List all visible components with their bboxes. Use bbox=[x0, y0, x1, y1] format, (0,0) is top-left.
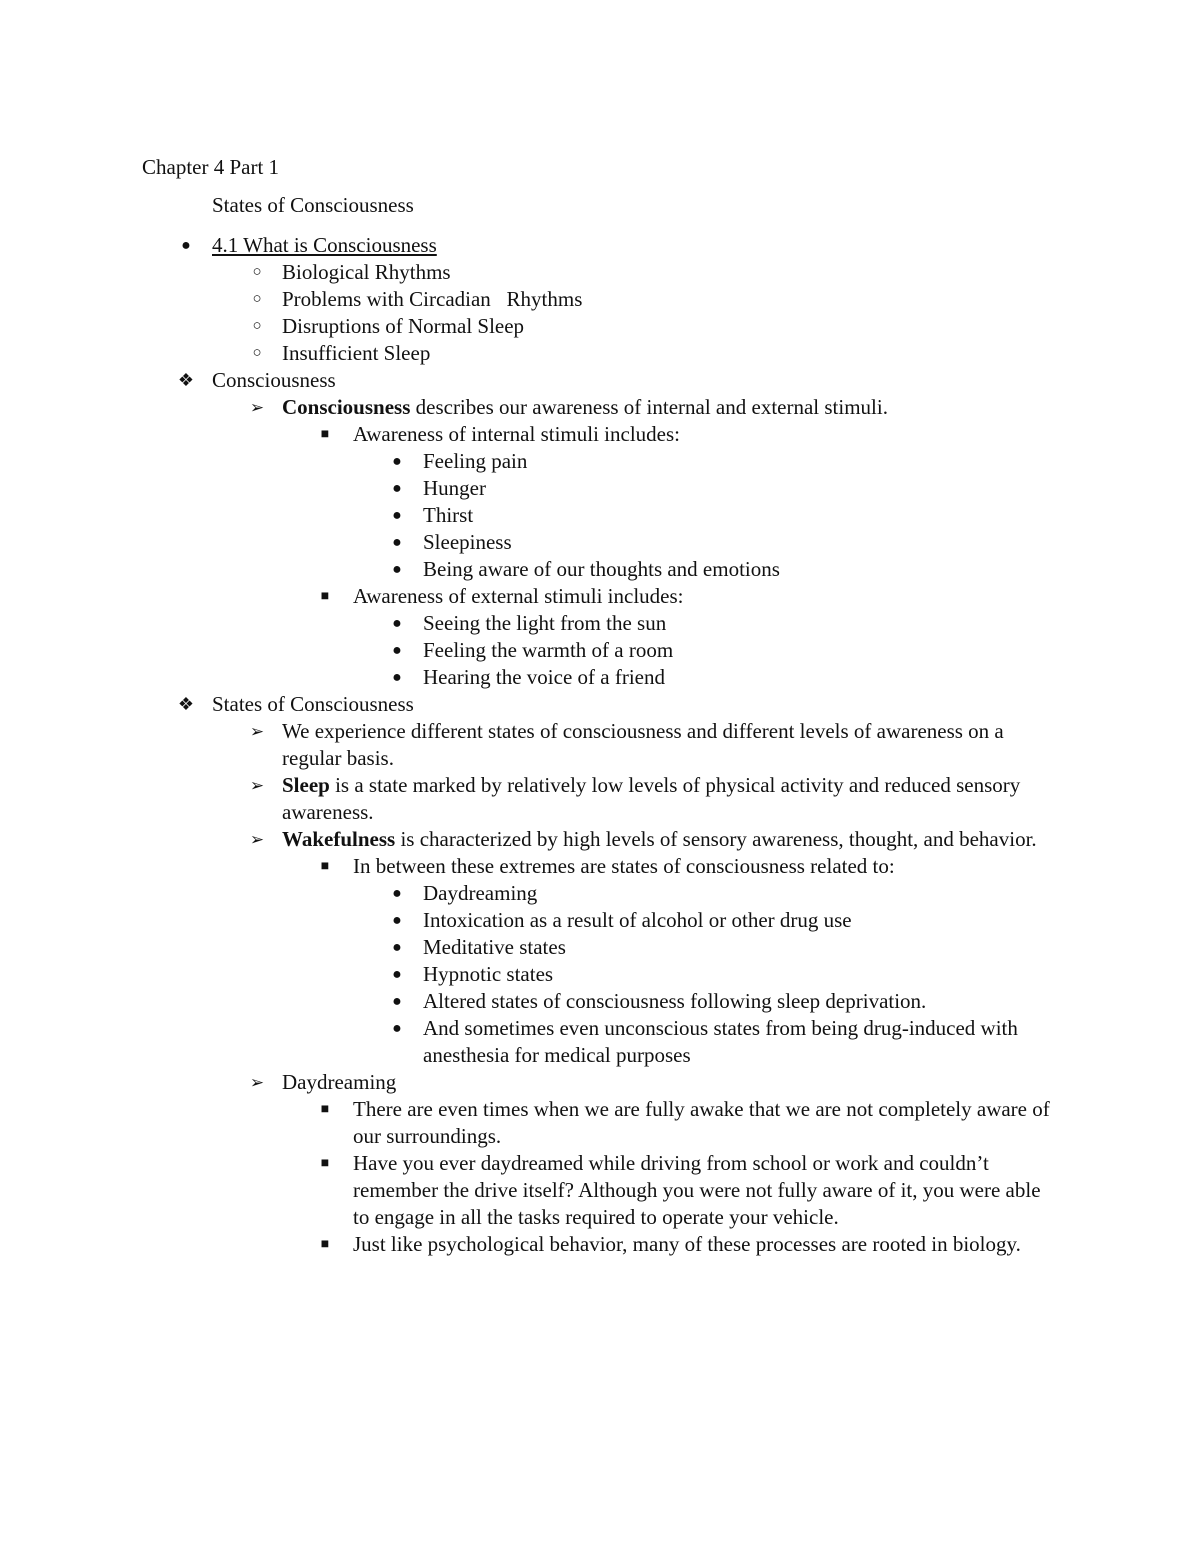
definition-item bbox=[0, 394, 1052, 421]
list-item-text: Biological Rhythms bbox=[282, 260, 451, 284]
square-bullet-icon: ■ bbox=[320, 589, 330, 604]
arrow-bullet-icon: ➢ bbox=[249, 830, 265, 849]
disc-bullet-icon: ● bbox=[392, 534, 402, 551]
list-item bbox=[0, 880, 1053, 907]
list-item bbox=[0, 637, 1053, 664]
diamond-bullet-icon: ❖ bbox=[177, 694, 195, 714]
list-item-text: Altered states of consciousness following sleep deprivation. bbox=[423, 989, 927, 1013]
page-subtitle: States of Consciousness bbox=[212, 193, 414, 217]
list-item bbox=[0, 718, 1052, 772]
list-item bbox=[0, 529, 1053, 556]
disc-bullet-icon: ● bbox=[392, 912, 402, 929]
list-item bbox=[0, 961, 1053, 988]
list-item-text: Hearing the voice of a friend bbox=[423, 665, 665, 689]
list-item-text: Meditative states bbox=[423, 935, 566, 959]
outline-item-section-4-1 bbox=[0, 232, 1200, 259]
list-item-text: There are even times when we are fully awake that we are not completely aware of our surroundings. bbox=[353, 1097, 1050, 1148]
list-item-text: Being aware of our thoughts and emotions bbox=[423, 557, 780, 581]
list-item-text: Intoxication as a result of alcohol or other drug use bbox=[423, 908, 852, 932]
notes-outline bbox=[0, 232, 1200, 1258]
disc-bullet-icon: ● bbox=[392, 507, 402, 524]
list-item-text: Seeing the light from the sun bbox=[423, 611, 667, 635]
list-item-text: Thirst bbox=[423, 503, 474, 527]
list-item-text: Disruptions of Normal Sleep bbox=[282, 314, 525, 338]
list-item bbox=[0, 340, 1052, 367]
list-item bbox=[0, 286, 1052, 313]
list-item bbox=[0, 988, 1053, 1015]
list-item-text: And sometimes even unconscious states from being drug-induced with anesthesia for medical purposes bbox=[423, 1016, 1018, 1067]
circle-bullet-icon: ○ bbox=[252, 345, 262, 361]
definition-body: is characterized by high levels of sensory awareness, thought, and behavior. bbox=[395, 827, 1037, 851]
disc-bullet-icon: ● bbox=[392, 966, 402, 983]
page-title: Chapter 4 Part 1 bbox=[142, 155, 280, 179]
disc-bullet-icon: ● bbox=[392, 561, 402, 578]
list-item-text: Have you ever daydreamed while driving from school or work and couldn’t remember the drive itself? Although you were not fully aware of it, you were able to engage in all the tasks required to operate your vehicle. bbox=[353, 1151, 1041, 1229]
list-item-text: Problems with Circadian Rhythms bbox=[282, 287, 583, 311]
arrow-bullet-icon: ➢ bbox=[249, 398, 265, 417]
circle-bullet-icon: ○ bbox=[252, 318, 262, 334]
definition-text bbox=[282, 772, 1052, 826]
list-item-text: Hypnotic states bbox=[423, 962, 554, 986]
list-item bbox=[0, 1231, 1053, 1258]
list-item bbox=[0, 556, 1053, 583]
list-item-text: Awareness of external stimuli includes: bbox=[353, 584, 684, 608]
definition-term: Consciousness bbox=[282, 395, 411, 419]
definition-item bbox=[0, 772, 1052, 826]
disc-bullet-icon: ● bbox=[392, 885, 402, 902]
list-item-text: Awareness of internal stimuli includes: bbox=[353, 422, 680, 446]
list-item bbox=[0, 610, 1053, 637]
list-item bbox=[0, 853, 1053, 880]
list-item bbox=[0, 664, 1053, 691]
list-item bbox=[0, 934, 1053, 961]
list-item-text: We experience different states of consciousness and different levels of awareness on a regular basis. bbox=[282, 719, 1004, 770]
list-item-text: Sleepiness bbox=[423, 530, 512, 554]
list-item-text: Daydreaming bbox=[282, 1070, 397, 1094]
list-item bbox=[0, 475, 1053, 502]
disc-bullet-icon: ● bbox=[392, 615, 402, 632]
disc-bullet-icon: ● bbox=[181, 237, 191, 254]
disc-bullet-icon: ● bbox=[392, 669, 402, 686]
list-item-text: Feeling pain bbox=[423, 449, 528, 473]
definition-body: is a state marked by relatively low levels of physical activity and reduced sensory awareness. bbox=[282, 773, 1021, 824]
outline-item-states bbox=[0, 691, 1200, 718]
disc-bullet-icon: ● bbox=[392, 480, 402, 497]
disc-bullet-icon: ● bbox=[392, 453, 402, 470]
square-bullet-icon: ■ bbox=[320, 1102, 330, 1117]
definition-item bbox=[0, 826, 1052, 853]
list-item bbox=[0, 907, 1053, 934]
definition-text bbox=[282, 394, 1052, 421]
list-item bbox=[0, 1096, 1053, 1150]
disc-bullet-icon: ● bbox=[392, 642, 402, 659]
list-item bbox=[0, 1069, 1052, 1096]
definition-body: describes our awareness of internal and external stimuli. bbox=[410, 395, 888, 419]
outline-item-consciousness bbox=[0, 367, 1200, 394]
definition-term: Wakefulness bbox=[282, 827, 396, 851]
list-item bbox=[0, 1015, 1053, 1069]
list-item-text: Just like psychological behavior, many of these processes are rooted in biology. bbox=[353, 1232, 1021, 1256]
list-item bbox=[0, 421, 1053, 448]
section-heading: Consciousness bbox=[212, 368, 336, 392]
section-heading: States of Consciousness bbox=[212, 692, 414, 716]
arrow-bullet-icon: ➢ bbox=[249, 1073, 265, 1092]
arrow-bullet-icon: ➢ bbox=[249, 776, 265, 795]
list-item bbox=[0, 259, 1052, 286]
list-item bbox=[0, 313, 1052, 340]
definition-text bbox=[282, 826, 1052, 853]
disc-bullet-icon: ● bbox=[392, 1020, 402, 1037]
circle-bullet-icon: ○ bbox=[252, 264, 262, 280]
diamond-bullet-icon: ❖ bbox=[177, 370, 195, 390]
list-item-text: Insufficient Sleep bbox=[282, 341, 431, 365]
section-heading: 4.1 What is Consciousness bbox=[212, 233, 437, 257]
list-item bbox=[0, 1150, 1053, 1231]
circle-bullet-icon: ○ bbox=[252, 291, 262, 307]
list-item-text: Daydreaming bbox=[423, 881, 538, 905]
square-bullet-icon: ■ bbox=[320, 1156, 330, 1171]
list-item-text: Hunger bbox=[423, 476, 486, 500]
list-item bbox=[0, 502, 1053, 529]
list-item-text: Feeling the warmth of a room bbox=[423, 638, 674, 662]
disc-bullet-icon: ● bbox=[392, 939, 402, 956]
square-bullet-icon: ■ bbox=[320, 859, 330, 874]
arrow-bullet-icon: ➢ bbox=[249, 722, 265, 741]
square-bullet-icon: ■ bbox=[320, 427, 330, 442]
disc-bullet-icon: ● bbox=[392, 993, 402, 1010]
list-item bbox=[0, 448, 1053, 475]
list-item-text: In between these extremes are states of consciousness related to: bbox=[353, 854, 895, 878]
definition-term: Sleep bbox=[282, 773, 330, 797]
square-bullet-icon: ■ bbox=[320, 1237, 330, 1252]
list-item bbox=[0, 583, 1053, 610]
